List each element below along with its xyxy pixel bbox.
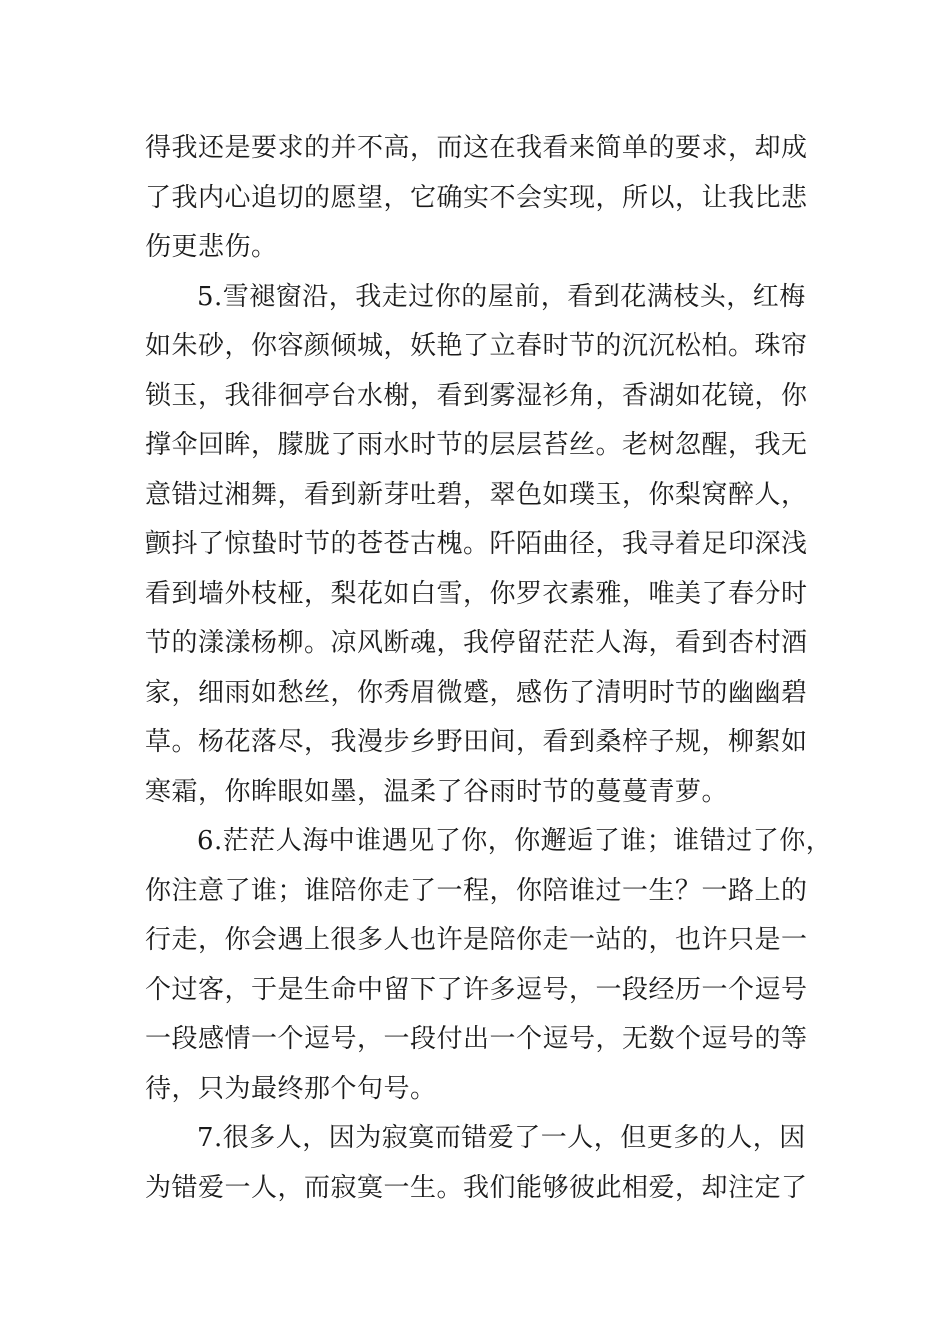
text-line: 得我还是要求的并不高，而这在我看来简单的要求，却成 — [145, 133, 808, 163]
text-line: 节的漾漾杨柳。凉风断魂，我停留茫茫人海，看到杏村酒 — [145, 628, 808, 658]
text-line: 6.茫茫人海中谁遇见了你，你邂逅了谁；谁错过了你， — [197, 826, 833, 856]
text-line: 你注意了谁；谁陪你走了一程，你陪谁过一生？一路上的 — [145, 875, 808, 906]
text-line: 草。杨花落尽，我漫步乡野田间，看到桑梓子规，柳絮如 — [145, 727, 808, 757]
text-line: 意错过湘舞，看到新芽吐碧，翠色如璞玉，你梨窝醉人， — [145, 479, 808, 510]
paragraph-7 — [145, 1114, 815, 1213]
text-line: 个过客，于是生命中留下了许多逗号，一段经历一个逗号 — [145, 974, 808, 1005]
text-line: 撑伞回眸，朦胧了雨水时节的层层苔丝。老树忽醒，我无 — [145, 430, 808, 460]
text-line: 如朱砂，你容颜倾城，妖艳了立春时节的沉沉松柏。珠帘 — [145, 331, 808, 361]
text-line: 为错爱一人，而寂寞一生。我们能够彼此相爱，却注定了 — [145, 1172, 808, 1203]
text-line: 寒霜，你眸眼如墨，温柔了谷雨时节的蔓蔓青萝。 — [145, 776, 729, 807]
document-body — [145, 124, 833, 1213]
paragraph-5 — [145, 273, 815, 818]
paragraph-4-continuation — [145, 124, 815, 273]
text-line: 待，只为最终那个句号。 — [145, 1073, 437, 1104]
text-line: 伤更悲伤。 — [145, 232, 278, 262]
text-line: 家，细雨如愁丝，你秀眉微蹙，感伤了清明时节的幽幽碧 — [145, 677, 808, 708]
text-line: 锁玉，我徘徊亭台水榭，看到雾湿衫角，香湖如花镜，你 — [145, 380, 808, 411]
text-line: 一段感情一个逗号，一段付出一个逗号，无数个逗号的等 — [145, 1024, 808, 1054]
paragraph-6 — [145, 817, 833, 1114]
text-line: 了我内心追切的愿望，它确实不会实现，所以，让我比悲 — [145, 182, 808, 213]
text-line: 行走，你会遇上很多人也许是陪你走一站的，也许只是一 — [145, 925, 808, 955]
text-line: 5.雪褪窗沿，我走过你的屋前，看到花满枝头，红梅 — [197, 281, 806, 312]
text-line: 7.很多人，因为寂寞而错爱了一人，但更多的人，因 — [197, 1123, 806, 1153]
text-line: 看到墙外枝桠，梨花如白雪，你罗衣素雅，唯美了春分时 — [145, 578, 808, 609]
text-line: 颤抖了惊蛰时节的苍苍古槐。阡陌曲径，我寻着足印深浅 — [145, 529, 808, 559]
